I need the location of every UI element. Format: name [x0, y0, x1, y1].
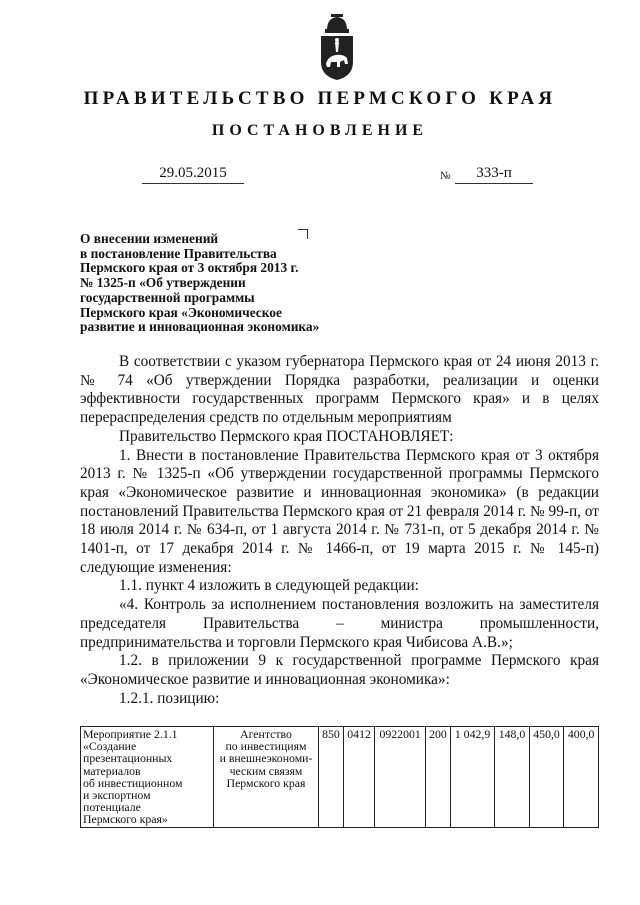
subject-line: Пермского края «Экономическое: [80, 304, 282, 320]
activity-cell: Мероприятие 2.1.1 «Создание презентационных материалов об инвестиционном и экспортном потенциале Пермского края»: [81, 727, 214, 828]
paragraph-resolves: Правительство Пермского края ПОСТАНОВЛЯЕТ:: [119, 427, 454, 445]
paragraph-item-1-2: 1.2. в приложении 9 к государственной программе Пермского края «Экономическое развитие и инновационная экономика»:: [80, 652, 599, 688]
table-cell: 400,0: [564, 727, 599, 828]
paragraph-item-1-2-1: 1.2.1. позицию:: [119, 689, 220, 707]
paragraph-item-1-1: 1.1. пункт 4 изложить в следующей редакции:: [119, 577, 419, 595]
paragraph-preamble: В соответствии с указом губернатора Пермского края от 24 июня 2013 г. № 74 «Об утверждении Порядка разработки, реализации и оценки эффективности государственных программ Пермского края» и в целях перераспределения средств по отдельным мероприятиям: [80, 353, 599, 427]
document-body: [80, 353, 599, 708]
subject-line: развитие и инновационная экономика»: [80, 319, 320, 335]
table-row: [81, 727, 599, 828]
subject-corner-mark: [298, 229, 308, 239]
perm-krai-coat-of-arms: [316, 12, 358, 82]
subject-line: О внесении изменений: [80, 231, 219, 246]
table-cell: 200: [426, 727, 451, 828]
document-date: 29.05.2015: [142, 165, 244, 184]
organization-title: ПРАВИТЕЛЬСТВО ПЕРМСКОГО КРАЯ: [83, 88, 557, 109]
subject-line: государственной программы: [80, 289, 255, 305]
subject-line: Пермского края от 3 октября 2013 г.: [80, 260, 299, 276]
executor-cell: Агентство по инвестициям и внешнеэкономи- ческим связям Пермского края: [214, 727, 319, 828]
table-cell: 0922001: [375, 727, 426, 828]
number-sign: №: [440, 170, 451, 182]
paragraph-item-1: 1. Внести в постановление Правительства Пермского края от 3 октября 2013 г. № 1325-п «Об утверждении государственной программы Пермского края «Экономическое развитие и инновационная экономика» (в редакции постановлений Правительства Пермского края от 21 февраля 2014 г. № 99-п, от 18 июля 2014 г. № 634-п, от 1 августа 2014 г. № 731-п, от 5 декабря 2014 г. № 1401-п, от 17 декабря 2014 г. № 1466-п, от 19 марта 2015 г. № 145-п) следующие изменения:: [80, 446, 599, 576]
table-cell: 1 042,9: [450, 727, 494, 828]
table-cell: 450,0: [529, 727, 564, 828]
subject-line: в постановление Правительства: [80, 245, 277, 261]
subject-line: № 1325-п «Об утверждении: [80, 275, 246, 291]
activity-table: [80, 726, 599, 828]
paragraph-quote-4: «4. Контроль за исполнением постановления возложить на заместителя председателя Правительства – министра промышленности, предпринимательства и торговли Пермского края Чибисова А.В.»;: [80, 596, 599, 651]
document-type: ПОСТАНОВЛЕНИЕ: [211, 122, 429, 139]
table-cell: 148,0: [495, 727, 530, 828]
document-number: 333-п: [455, 165, 533, 184]
table-cell: 850: [319, 727, 344, 828]
table-cell: 0412: [343, 727, 374, 828]
document-subject: [80, 232, 380, 335]
